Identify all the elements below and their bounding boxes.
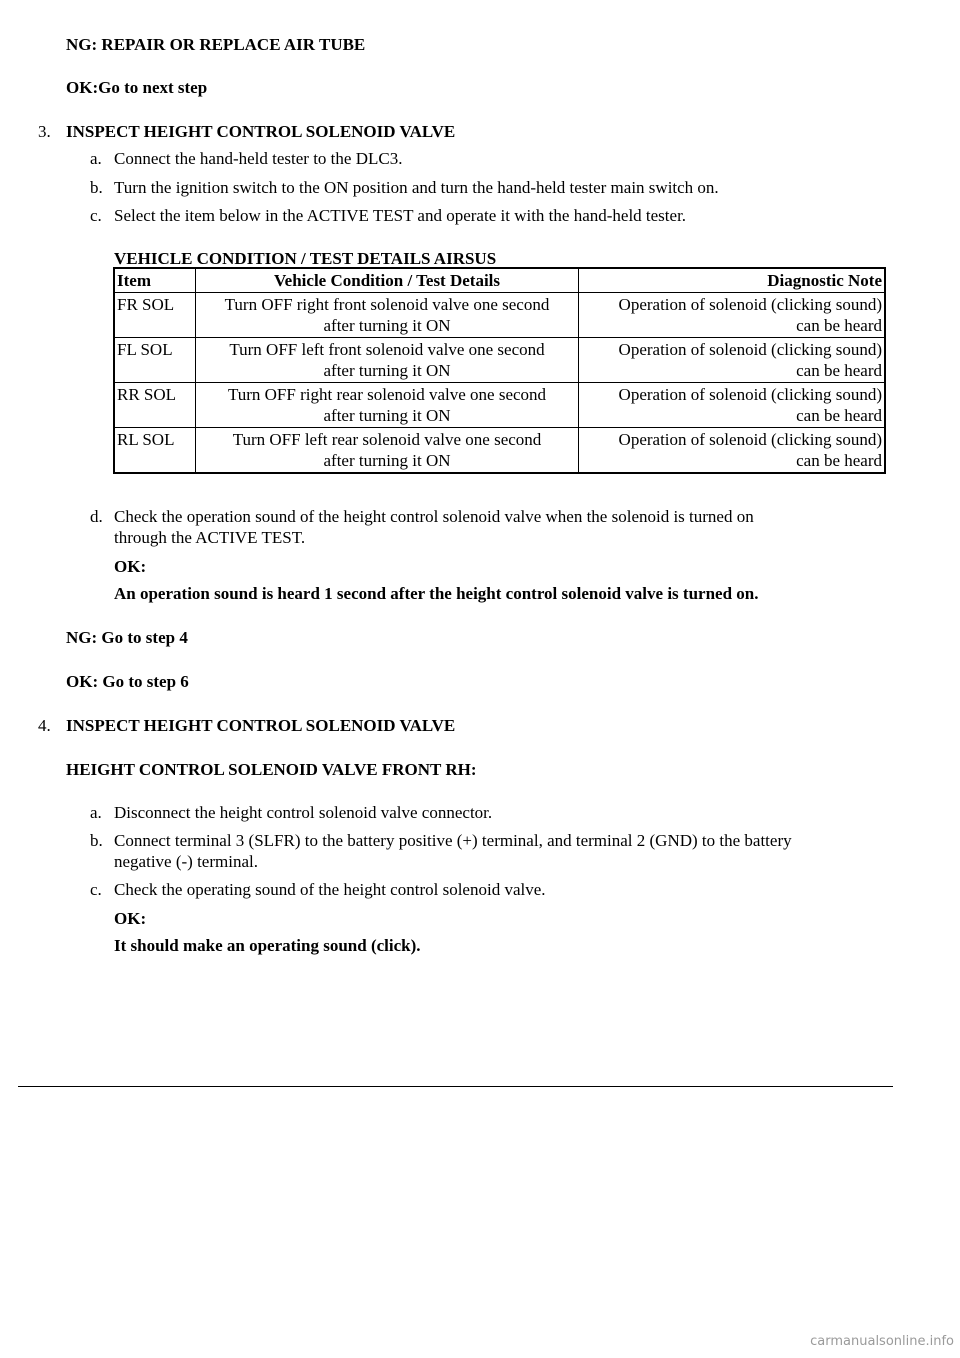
step-3-title: INSPECT HEIGHT CONTROL SOLENOID VALVE <box>66 122 456 141</box>
step-4-ok-label: OK: <box>114 909 147 928</box>
header-note: Diagnostic Note <box>579 268 886 293</box>
table-row <box>114 293 885 338</box>
step-3-ok-text: An operation sound is heard 1 second after the height control solenoid valve is turned on. <box>114 584 759 603</box>
step-3d-text-2: through the ACTIVE TEST. <box>114 528 306 547</box>
step-3b-text: Turn the ignition switch to the ON position and turn the hand-held tester main switch on. <box>114 178 719 197</box>
test-details-table <box>113 267 886 474</box>
footer-divider <box>18 1086 893 1087</box>
ok-next-line: OK:Go to next step <box>66 78 208 97</box>
row-item: RL SOL <box>114 428 196 474</box>
step-3-ok-label: OK: <box>114 557 147 576</box>
row-item: RR SOL <box>114 383 196 428</box>
row-note: Operation of solenoid (clicking sound) can be heard <box>579 338 886 383</box>
row-note: Operation of solenoid (clicking sound) can be heard <box>579 383 886 428</box>
step-3d-text-1: Check the operation sound of the height control solenoid valve when the solenoid is turned on <box>114 507 754 526</box>
row-note: Operation of solenoid (clicking sound) can be heard <box>579 293 886 338</box>
step-4-number: 4. <box>38 716 51 735</box>
step-4c-text: Check the operating sound of the height control solenoid valve. <box>114 880 546 899</box>
step-4-subtitle: HEIGHT CONTROL SOLENOID VALVE FRONT RH: <box>66 760 477 779</box>
step-4c-letter: c. <box>90 880 102 899</box>
step-3c-text: Select the item below in the ACTIVE TEST and operate it with the hand-held tester. <box>114 206 687 225</box>
watermark-text: carmanualsonline.info <box>810 1334 954 1349</box>
step-4-ok-text: It should make an operating sound (click). <box>114 936 421 955</box>
row-note: Operation of solenoid (clicking sound) can be heard <box>579 428 886 474</box>
step-3a-letter: a. <box>90 149 102 168</box>
table-row <box>114 338 885 383</box>
header-condition: Vehicle Condition / Test Details <box>196 268 579 293</box>
ok-goto-line: OK: Go to step 6 <box>66 672 189 691</box>
row-item: FR SOL <box>114 293 196 338</box>
ng-goto-line: NG: Go to step 4 <box>66 628 188 647</box>
step-4-title: INSPECT HEIGHT CONTROL SOLENOID VALVE <box>66 716 456 735</box>
table-row <box>114 428 885 474</box>
step-4a-letter: a. <box>90 803 102 822</box>
table-row <box>114 383 885 428</box>
step-3d-letter: d. <box>90 507 103 526</box>
row-condition: Turn OFF left rear solenoid valve one second after turning it ON <box>196 428 579 474</box>
table-title: VEHICLE CONDITION / TEST DETAILS AIRSUS <box>114 249 497 268</box>
step-3b-letter: b. <box>90 178 103 197</box>
step-4a-text: Disconnect the height control solenoid valve connector. <box>114 803 493 822</box>
step-4b-text-2: negative (-) terminal. <box>114 852 258 871</box>
step-4b-letter: b. <box>90 831 103 850</box>
row-item: FL SOL <box>114 338 196 383</box>
ng-repair-line: NG: REPAIR OR REPLACE AIR TUBE <box>66 35 366 54</box>
row-condition: Turn OFF left front solenoid valve one second after turning it ON <box>196 338 579 383</box>
step-4b-text-1: Connect terminal 3 (SLFR) to the battery positive (+) terminal, and terminal 2 (GND) to the battery <box>114 831 792 850</box>
row-condition: Turn OFF right front solenoid valve one second after turning it ON <box>196 293 579 338</box>
step-3a-text: Connect the hand-held tester to the DLC3. <box>114 149 403 168</box>
table-header-row <box>114 268 885 293</box>
header-item: Item <box>114 268 196 293</box>
step-3c-letter: c. <box>90 206 102 225</box>
row-condition: Turn OFF right rear solenoid valve one second after turning it ON <box>196 383 579 428</box>
step-3-number: 3. <box>38 122 51 141</box>
